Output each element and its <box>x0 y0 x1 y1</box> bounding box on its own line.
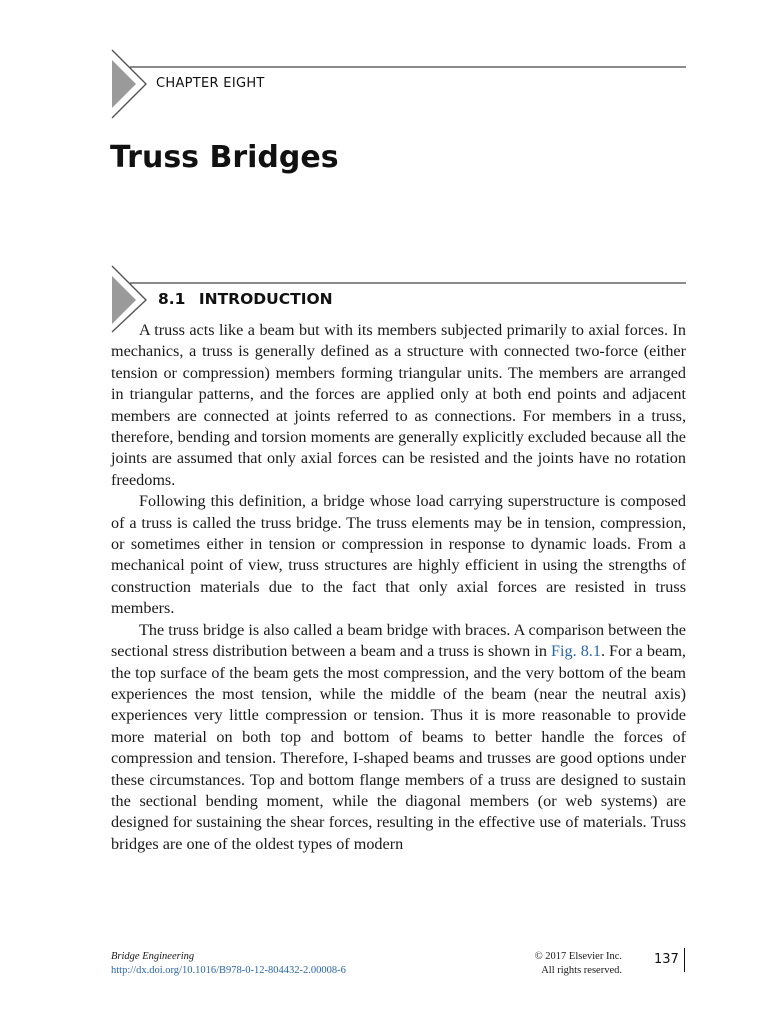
paragraph <box>111 620 686 855</box>
page-number-rule <box>684 948 685 972</box>
section-number: 8.1 <box>158 290 186 308</box>
footer-source <box>111 950 346 978</box>
figure-link[interactable]: Fig. 8.1 <box>550 642 601 661</box>
chapter-label: CHAPTER EIGHT <box>156 76 265 91</box>
doi-link[interactable]: http://dx.doi.org/10.1016/B978-0-12-804432-2.00008-6 <box>111 965 346 976</box>
chapter-title: Truss Bridges <box>110 140 339 175</box>
paragraph: A truss acts like a beam but with its members subjected primarily to axial forces. In mechanics, a truss is generally defined as a structure with connected two-force (either tension or compression) members forming triangular units. The members are arranged in triangular patterns, and the forces are applied only at both end points and adjacent members are connected at joints referred to as connections. For members in a truss, therefore, bending and torsion moments are generally explicitly excluded because all the joints are assumed that only axial forces can be resisted and the joints have no rotation freedoms. <box>111 321 686 489</box>
paragraph-text: . For a beam, the top surface of the beam gets the most compression, and the very bottom of the beam experiences the most tension, while the middle of the beam (near the neutral axis) experiences very little compression or tension. Thus it is more reasonable to provide more material on both top and bottom of beams to better handle the forces of compression and tension. Therefore, I-shaped beams and trusses are good options under these circumstances. Top and bottom flange members of a truss are designed to sustain the sectional bending moment, while the diagonal members (or web systems) are designed for sustaining the shear forces, resulting in the effective use of materials. Truss bridges are one of the oldest types of modern <box>111 642 686 853</box>
footer-copyright <box>496 950 622 978</box>
section-title <box>158 290 333 308</box>
chapter-header <box>110 48 686 120</box>
paragraph-text: The truss bridge is also called a beam bridge with braces. A comparison between the sectional stress distribution between a beam and a truss is shown in <box>111 620 686 661</box>
book-title: Bridge Engineering <box>111 951 195 962</box>
section-name: INTRODUCTION <box>198 290 333 308</box>
rights-text: All rights reserved. <box>541 965 622 976</box>
body-text <box>111 320 686 855</box>
paragraph: Following this definition, a bridge whose load carrying superstructure is composed of a truss is called the truss bridge. The truss elements may be in tension, compression, or sometimes either in tension or compression in response to dynamic loads. From a mechanical point of view, truss structures are highly efficient in using the strengths of construction materials due to the fact that only axial forces are resisted in truss members. <box>111 492 686 618</box>
page-number: 137 <box>654 952 679 967</box>
copyright-text: © 2017 Elsevier Inc. <box>534 951 622 962</box>
